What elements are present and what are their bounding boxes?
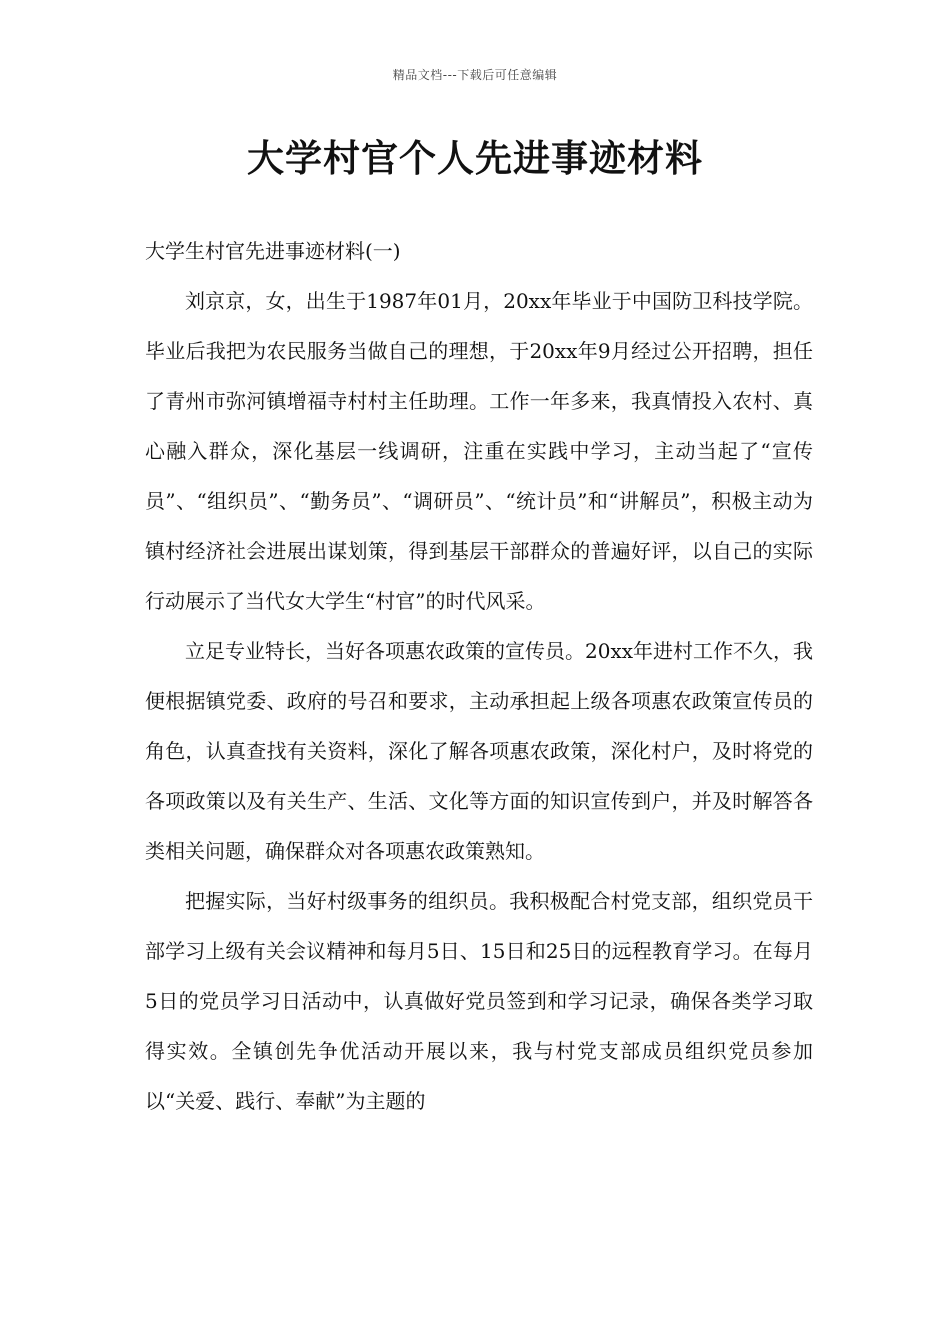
document-title: 大学村官个人先进事迹材料 <box>247 137 703 180</box>
paragraph-3: 把握实际，当好村级事务的组织员。我积极配合村党支部，组织党员干部学习上级有关会议精神和每月5日、15日和25日的远程教育学习。在每月5日的党员学习日活动中，认真做好党员签到和学习记录，确保各类学习取得实效。全镇创先争优活动开展以来，我与村党支部成员组织党员参加以“关爱、践行、奉献”为主题的 <box>145 889 813 1113</box>
section-heading: 大学生村官先进事迹材料(一) <box>145 239 401 263</box>
header-note: 精品文档---下载后可任意编辑 <box>392 68 558 82</box>
paragraph-1: 刘京京，女，出生于1987年01月，20xx年毕业于中国防卫科技学院。毕业后我把为农民服务当做自己的理想，于20xx年9月经过公开招聘，担任了青州市弥河镇增福寺村村主任助理。工作一年多来，我真情投入农村、真心融入群众，深化基层一线调研，注重在实践中学习，主动当起了“宣传员”、“组织员”、“勤务员”、“调研员”、“统计员”和“讲解员”，积极主动为镇村经济社会进展出谋划策，得到基层干部群众的普遍好评，以自己的实际行动展示了当代女大学生“村官”的时代风采。 <box>145 289 813 613</box>
paragraph-2: 立足专业特长，当好各项惠农政策的宣传员。20xx年进村工作不久，我便根据镇党委、政府的号召和要求，主动承担起上级各项惠农政策宣传员的角色，认真查找有关资料，深化了解各项惠农政策，深化村户，及时将党的各项政策以及有关生产、生活、文化等方面的知识宣传到户，并及时解答各类相关问题，确保群众对各项惠农政策熟知。 <box>145 639 814 863</box>
document-body <box>145 226 813 1126</box>
